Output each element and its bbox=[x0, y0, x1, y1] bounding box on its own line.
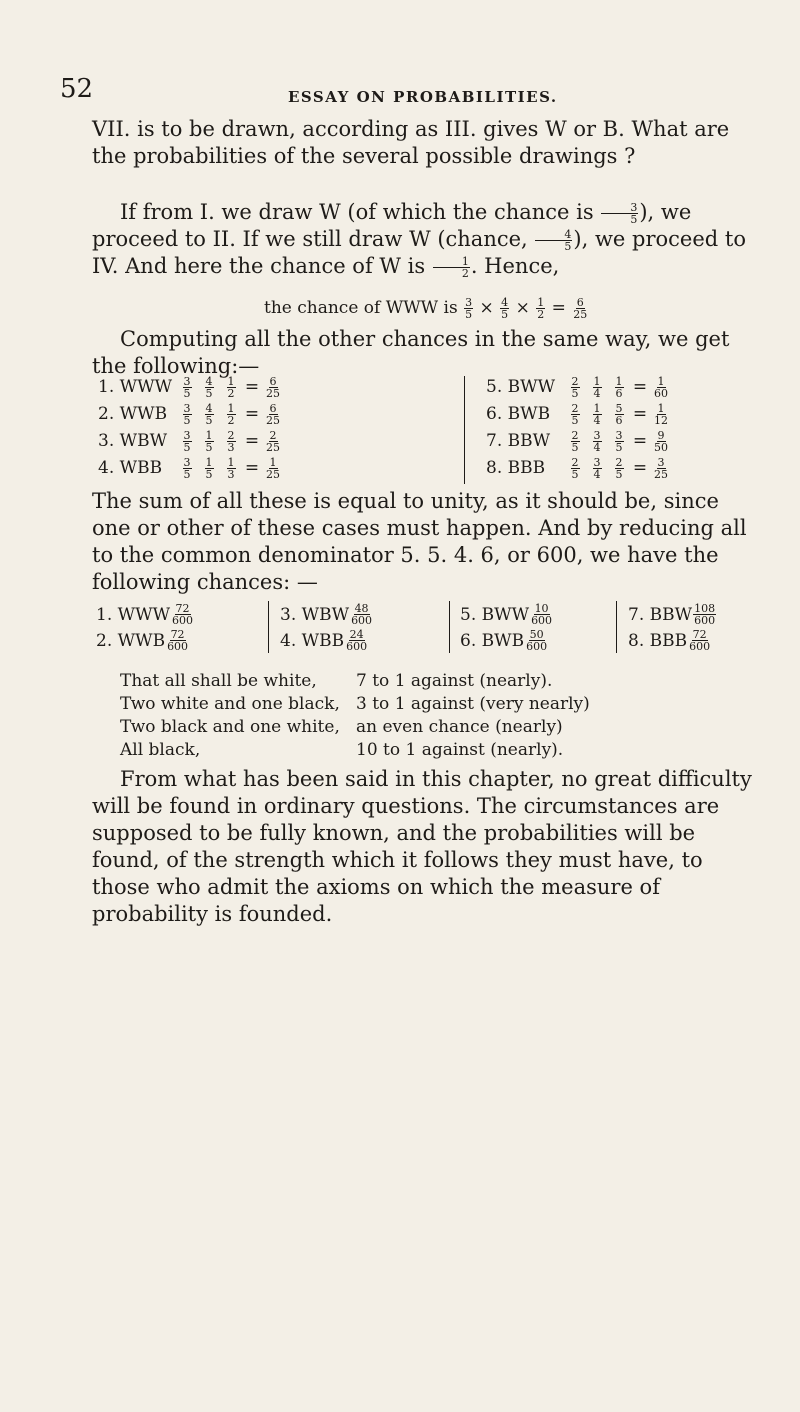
fraction: $\frac{2}{5}$ bbox=[571, 401, 579, 427]
fraction: $\frac{3}{4}$ bbox=[593, 428, 601, 454]
fraction: $\frac{1}{4}$ bbox=[593, 374, 601, 400]
drawing-label: 2. WWB bbox=[98, 404, 168, 424]
fraction: $\frac{2}{25}$ bbox=[266, 428, 280, 454]
odds-case: All black, bbox=[120, 740, 201, 760]
fraction: $\frac{1}{6}$ bbox=[615, 374, 623, 400]
page-number: 52 bbox=[60, 74, 94, 104]
odds-row bbox=[120, 693, 590, 716]
fraction: $\frac{3}{5}$ bbox=[615, 428, 623, 454]
column-divider bbox=[616, 601, 617, 653]
drawing-label: 7. BBW bbox=[486, 431, 551, 451]
fraction: $\frac{2}{5}$ bbox=[615, 455, 623, 481]
fraction: $\frac{3}{5}$ bbox=[183, 401, 191, 427]
p2-text-b: ), we proceed to II. If we still draw W (chance, bbox=[92, 200, 692, 251]
p2-text-c: ), we proceed to IV. And here the chance of W is bbox=[92, 227, 746, 278]
drawing-label: 7. BBW bbox=[628, 604, 693, 625]
fraction: $\frac{50}{600}$ bbox=[526, 628, 548, 653]
common-column-2 bbox=[280, 603, 374, 655]
fraction: $\frac{1}{5}$ bbox=[205, 428, 213, 454]
fraction: $\frac{9}{50}$ bbox=[654, 428, 668, 454]
paragraph-1: VII. is to be drawn, according as III. gives W or B. What are the probabilities of the several possible drawings ? bbox=[92, 117, 730, 168]
p2-text-a: If from I. we draw W (of which the chance is bbox=[120, 200, 601, 224]
fraction: $\frac{6}{25}$ bbox=[266, 401, 280, 427]
common-column-3 bbox=[460, 603, 554, 655]
fraction: $\frac{1}{5}$ bbox=[205, 455, 213, 481]
drawing-label: 1. WWW bbox=[96, 604, 171, 625]
common-chance-row bbox=[280, 603, 374, 626]
fraction: $\frac{5}{6}$ bbox=[615, 401, 623, 427]
fraction: $\frac{108}{600}$ bbox=[694, 602, 716, 627]
drawing-label: 3. WBW bbox=[98, 431, 168, 451]
chance-row: 6. BWB $\frac{2}{5}$ $\frac{1}{4}$ $\frac{5}{6}$ = $\frac{1}{12}$ bbox=[486, 401, 668, 427]
table-divider bbox=[464, 376, 465, 484]
chance-row: 4. WBB $\frac{3}{5}$ $\frac{1}{5}$ $\frac{1}{3}$ = $\frac{1}{25}$ bbox=[98, 455, 280, 481]
common-chance-row bbox=[628, 603, 717, 626]
www-formula: the chance of WWW is $\frac{3}{5}$ × $\frac{4}{5}$ × $\frac{1}{2}$ = $\frac{6}{25}$ bbox=[264, 296, 588, 321]
paragraph-3: Computing all the other chances in the same way, we get the following:— bbox=[92, 327, 730, 378]
common-chance-row bbox=[280, 629, 374, 652]
fraction: $\frac{3}{4}$ bbox=[593, 455, 601, 481]
fraction: $\frac{4}{5}$ bbox=[205, 401, 213, 427]
fraction: $\frac{1}{2}$ bbox=[433, 256, 470, 279]
fraction: $\frac{4}{5}$ bbox=[205, 374, 213, 400]
chance-row: 1. WWW $\frac{3}{5}$ $\frac{4}{5}$ $\frac{1}{2}$ = $\frac{6}{25}$ bbox=[98, 374, 280, 400]
column-divider bbox=[268, 601, 269, 653]
drawing-label: 3. WBW bbox=[280, 604, 350, 625]
paragraph-2 bbox=[92, 199, 762, 280]
fraction: $\frac{3}{5}$ bbox=[183, 455, 191, 481]
odds-value: an even chance (nearly) bbox=[356, 717, 563, 737]
chance-row: 2. WWB $\frac{3}{5}$ $\frac{4}{5}$ $\frac{1}{2}$ = $\frac{6}{25}$ bbox=[98, 401, 280, 427]
fraction: $\frac{1}{25}$ bbox=[266, 455, 280, 481]
odds-value: 3 to 1 against (very nearly) bbox=[356, 694, 590, 714]
common-chance-row bbox=[96, 603, 195, 626]
common-chance-row bbox=[96, 629, 195, 652]
fraction: $\frac{24}{600}$ bbox=[346, 628, 368, 653]
paragraph-5: From what has been said in this chapter, no great difficulty will be found in ordinary questions. The circumstances are supposed to be fully known, and the probabilities will be found, of the strength which it follows they must have, to those who admit the axioms on which the measure of probability is founded. bbox=[92, 767, 752, 926]
odds-row bbox=[120, 716, 590, 739]
fraction: $\frac{2}{3}$ bbox=[227, 428, 235, 454]
fraction: $\frac{1}{3}$ bbox=[227, 455, 235, 481]
fraction: $\frac{2}{5}$ bbox=[571, 374, 579, 400]
p2-text-d: . Hence, bbox=[470, 254, 560, 278]
odds-list bbox=[120, 670, 590, 762]
fraction: $\frac{1}{2}$ bbox=[227, 374, 235, 400]
odds-value: 10 to 1 against (nearly). bbox=[356, 740, 564, 760]
odds-value: 7 to 1 against (nearly). bbox=[356, 671, 553, 691]
running-title: ESSAY ON PROBABILITIES. bbox=[288, 88, 558, 106]
drawing-label: 8. BBB bbox=[628, 630, 688, 651]
fraction: $\frac{48}{600}$ bbox=[351, 602, 373, 627]
fraction: $\frac{72}{600}$ bbox=[172, 602, 194, 627]
drawing-label: 1. WWW bbox=[98, 377, 173, 397]
fraction: $\frac{2}{5}$ bbox=[571, 455, 579, 481]
fraction: $\frac{1}{60}$ bbox=[654, 374, 668, 400]
drawing-label: 2. WWB bbox=[96, 630, 166, 651]
drawing-label: 5. BWW bbox=[460, 604, 530, 625]
fraction: $\frac{4}{5}$ bbox=[535, 229, 572, 252]
fraction: $\frac{72}{600}$ bbox=[689, 628, 711, 653]
fraction: $\frac{3}{25}$ bbox=[654, 455, 668, 481]
drawing-label: 4. WBB bbox=[280, 630, 345, 651]
drawing-label: 6. BWB bbox=[486, 404, 551, 424]
fraction: $\frac{3}{5}$ bbox=[601, 202, 638, 225]
fraction: $\frac{72}{600}$ bbox=[167, 628, 189, 653]
chance-row: 5. BWW $\frac{2}{5}$ $\frac{1}{4}$ $\frac{1}{6}$ = $\frac{1}{60}$ bbox=[486, 374, 668, 400]
odds-case: Two white and one black, bbox=[120, 694, 340, 714]
odds-row bbox=[120, 739, 590, 762]
column-divider bbox=[449, 601, 450, 653]
common-column-1 bbox=[96, 603, 195, 655]
drawing-label: 4. WBB bbox=[98, 458, 163, 478]
fraction: $\frac{10}{600}$ bbox=[531, 602, 553, 627]
chance-row: 3. WBW $\frac{3}{5}$ $\frac{1}{5}$ $\frac{2}{3}$ = $\frac{2}{25}$ bbox=[98, 428, 280, 454]
drawing-label: 5. BWW bbox=[486, 377, 556, 397]
chance-row: 7. BBW $\frac{2}{5}$ $\frac{3}{4}$ $\frac{3}{5}$ = $\frac{9}{50}$ bbox=[486, 428, 668, 454]
drawing-label: 8. BBB bbox=[486, 458, 546, 478]
odds-case: Two black and one white, bbox=[120, 717, 340, 737]
common-column-4 bbox=[628, 603, 717, 655]
fraction: $\frac{6}{25}$ bbox=[266, 374, 280, 400]
fraction: $\frac{1}{2}$ bbox=[227, 401, 235, 427]
fraction: $\frac{1}{4}$ bbox=[593, 401, 601, 427]
fraction: $\frac{1}{12}$ bbox=[654, 401, 668, 427]
odds-case: That all shall be white, bbox=[120, 671, 317, 691]
chance-row: 8. BBB $\frac{2}{5}$ $\frac{3}{4}$ $\frac{2}{5}$ = $\frac{3}{25}$ bbox=[486, 455, 668, 481]
common-chance-row bbox=[460, 603, 554, 626]
fraction: $\frac{3}{5}$ bbox=[183, 374, 191, 400]
odds-row bbox=[120, 670, 590, 693]
drawing-label: 6. BWB bbox=[460, 630, 525, 651]
chances-table-left bbox=[98, 376, 284, 484]
common-chance-row bbox=[460, 629, 554, 652]
fraction: $\frac{2}{5}$ bbox=[571, 428, 579, 454]
common-chance-row bbox=[628, 629, 717, 652]
chances-table-right bbox=[486, 376, 672, 484]
fraction: $\frac{3}{5}$ bbox=[183, 428, 191, 454]
paragraph-4: The sum of all these is equal to unity, as it should be, since one or other of these cases must happen. And by reducing all to the common denominator 5. 5. 4. 6, or 600, we have the following chances: — bbox=[92, 489, 747, 594]
